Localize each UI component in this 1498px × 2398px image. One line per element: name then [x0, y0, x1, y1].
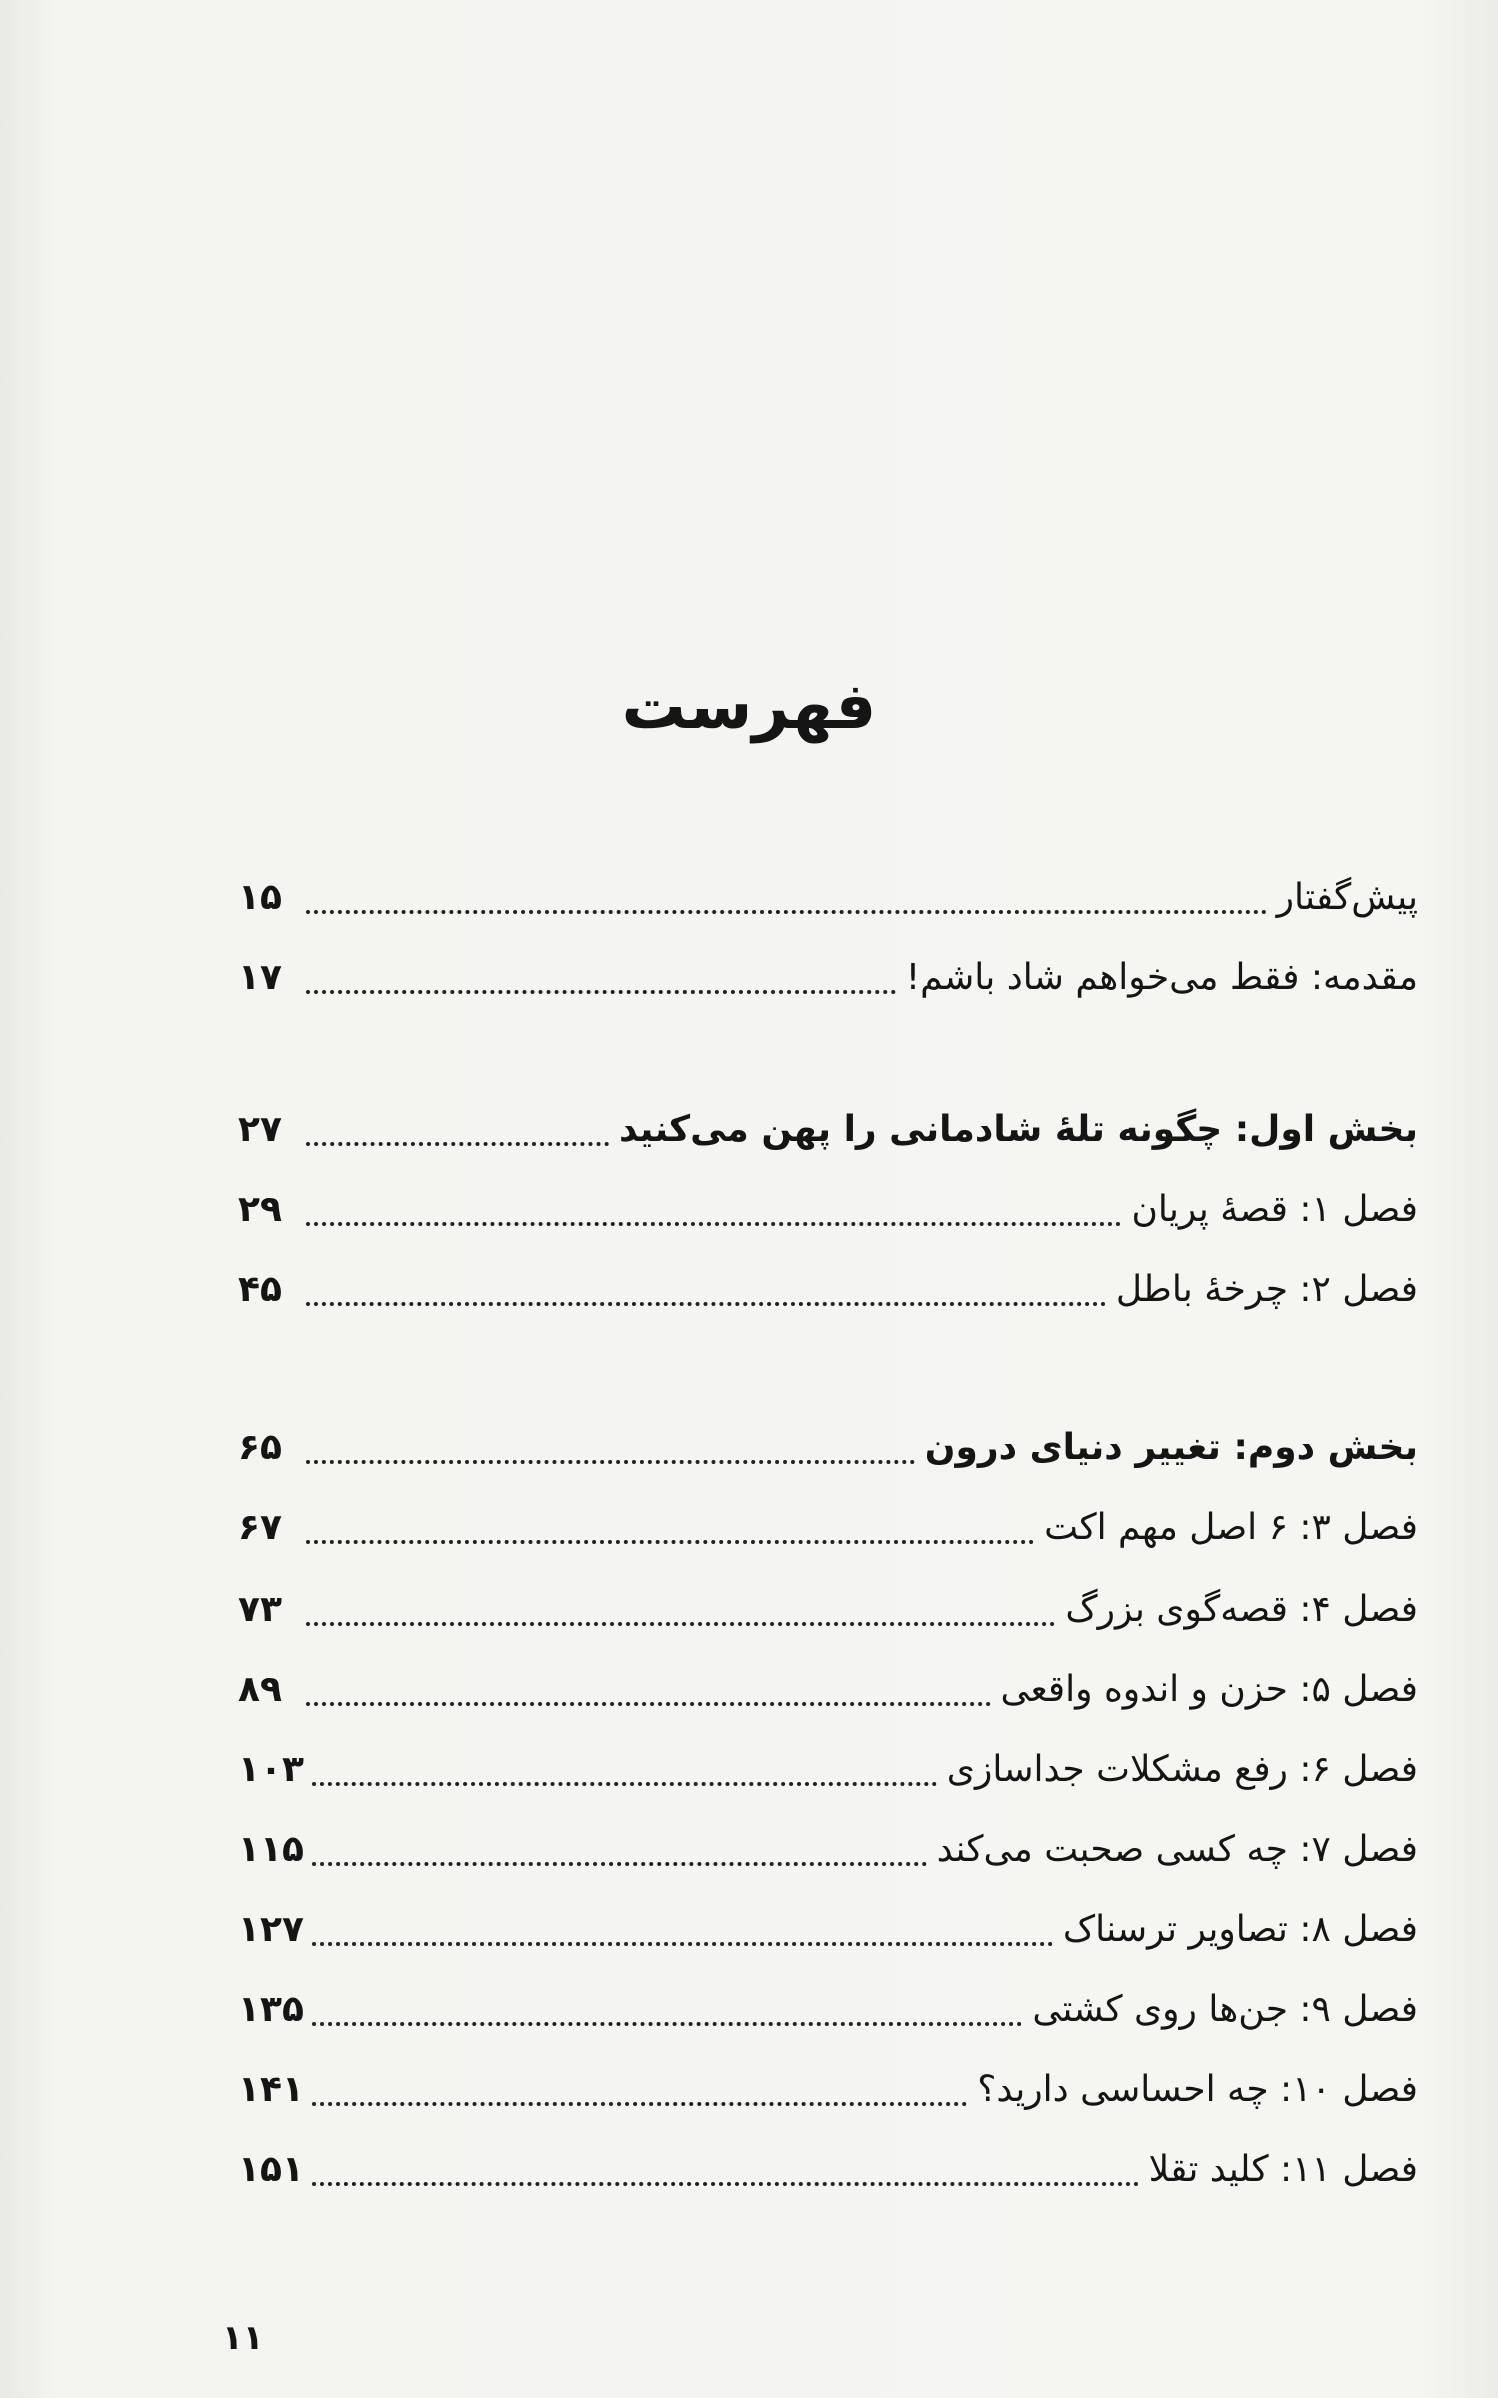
toc-entry-page: ۸۹ — [238, 1669, 282, 1710]
toc-entry-label: فصل ۲: چرخهٔ باطل — [1115, 1269, 1418, 1310]
toc-section-part-one — [238, 1100, 1418, 1160]
toc-entry-page: ۱۵۱ — [238, 2149, 304, 2190]
toc-entry-label: فصل ۵: حزن و اندوه واقعی — [1000, 1669, 1418, 1710]
toc-entry-chapter-11 — [238, 2140, 1418, 2200]
toc-entry-page: ۱۰۳ — [238, 1749, 304, 1790]
leader-dots — [306, 1540, 1034, 1544]
leader-dots — [306, 910, 1267, 914]
leader-dots — [306, 1702, 991, 1706]
toc-entry-page: ۱۲۷ — [238, 1909, 304, 1950]
toc-entry-page: ۱۴۱ — [238, 2069, 304, 2110]
toc-entry-chapter-10 — [238, 2060, 1418, 2120]
leader-dots — [312, 1782, 937, 1786]
leader-dots — [312, 1942, 1053, 1946]
toc-entry-label: مقدمه: فقط می‌خواهم شاد باشم! — [905, 957, 1418, 998]
toc-entry-label: بخش اول: چگونه تلهٔ شادمانی را پهن می‌کنید — [619, 1109, 1418, 1150]
page-number: ۱۱ — [222, 2318, 264, 2358]
leader-dots — [306, 1622, 1055, 1626]
toc-entry-chapter-6 — [238, 1740, 1418, 1800]
toc-entry-page: ۲۷ — [238, 1109, 282, 1150]
toc-entry-chapter-1 — [238, 1180, 1418, 1240]
toc-entry-label: فصل ۶: رفع مشکلات جداسازی — [946, 1749, 1418, 1790]
leader-dots — [312, 1862, 927, 1866]
toc-entry-label: فصل ۹: جن‌ها روی کشتی — [1032, 1989, 1418, 2030]
leader-dots — [306, 1142, 609, 1146]
toc-section-part-two — [238, 1418, 1418, 1478]
toc-entry-page: ۶۷ — [238, 1507, 282, 1548]
toc-entry-label: فصل ۷: چه کسی صحبت می‌کند — [936, 1829, 1418, 1870]
leader-dots — [306, 1222, 1121, 1226]
toc-entry-chapter-5 — [238, 1660, 1418, 1720]
leader-dots — [312, 2022, 1022, 2026]
toc-entry-label: فصل ۳: ۶ اصل مهم اکت — [1044, 1507, 1418, 1548]
toc-entry-preface — [238, 868, 1418, 928]
toc-entry-page: ۴۵ — [238, 1269, 282, 1310]
leader-dots — [306, 1460, 915, 1464]
leader-dots — [306, 1302, 1106, 1306]
toc-entry-page: ۱۵ — [238, 877, 282, 918]
toc-entry-label: بخش دوم: تغییر دنیای درون — [924, 1427, 1418, 1468]
leader-dots — [306, 990, 896, 994]
toc-entry-label: فصل ۸: تصاویر ترسناک — [1062, 1909, 1418, 1950]
page-title: فهرست — [621, 670, 877, 744]
toc-entry-chapter-4 — [238, 1580, 1418, 1640]
toc-entry-chapter-9 — [238, 1980, 1418, 2040]
toc-entry-page: ۱۱۵ — [238, 1829, 304, 1870]
toc-entry-chapter-3 — [238, 1498, 1418, 1558]
toc-entry-label: پیش‌گفتار — [1276, 877, 1418, 918]
toc-entry-introduction — [238, 948, 1418, 1008]
toc-entry-page: ۷۳ — [238, 1589, 282, 1630]
leader-dots — [312, 2102, 967, 2106]
toc-entry-chapter-7 — [238, 1820, 1418, 1880]
toc-entry-chapter-2 — [238, 1260, 1418, 1320]
toc-entry-label: فصل ۱۰: چه احساسی دارید؟ — [977, 2069, 1418, 2110]
toc-entry-chapter-8 — [238, 1900, 1418, 1960]
toc-entry-page: ۱۳۵ — [238, 1989, 304, 2030]
toc-entry-label: فصل ۴: قصه‌گوی بزرگ — [1065, 1589, 1418, 1630]
toc-entry-page: ۱۷ — [238, 957, 282, 998]
toc-entry-label: فصل ۱۱: کلید تقلا — [1148, 2149, 1418, 2190]
leader-dots — [312, 2182, 1139, 2186]
toc-entry-page: ۶۵ — [238, 1427, 282, 1468]
toc-entry-label: فصل ۱: قصهٔ پریان — [1131, 1189, 1418, 1230]
toc-entry-page: ۲۹ — [238, 1189, 282, 1230]
